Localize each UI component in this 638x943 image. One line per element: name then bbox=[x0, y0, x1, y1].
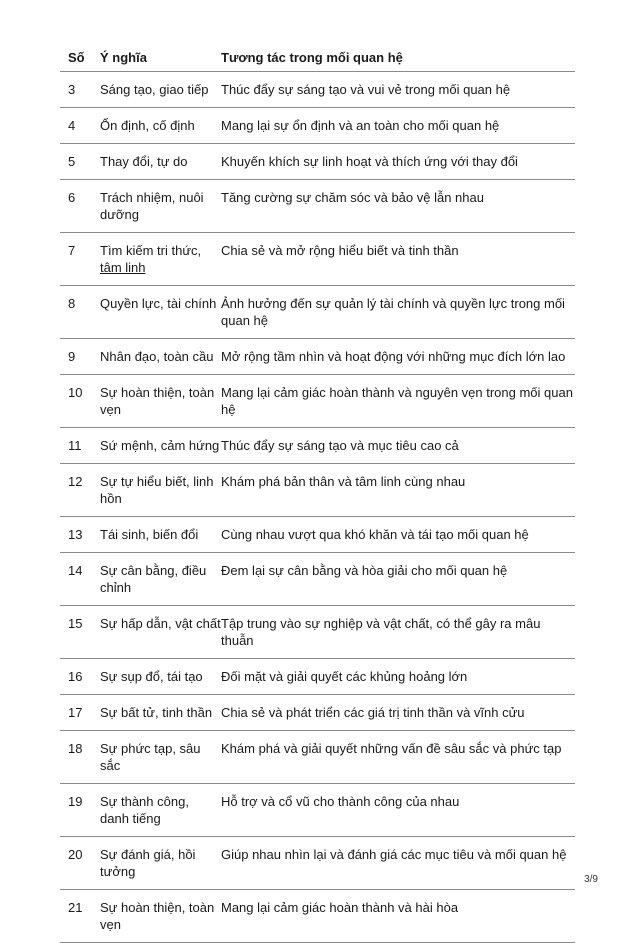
row-meaning: Sự cân bằng, điều chỉnh bbox=[100, 552, 221, 605]
row-interaction: Cùng nhau vượt qua khó khăn và tái tạo mối quan hệ bbox=[221, 516, 575, 552]
row-meaning: Tìm kiếm tri thức, tâm linh bbox=[100, 232, 221, 285]
table-row bbox=[60, 143, 575, 179]
table-row bbox=[60, 730, 575, 783]
table-row bbox=[60, 836, 575, 889]
table-row bbox=[60, 427, 575, 463]
row-number: 17 bbox=[60, 694, 100, 730]
row-meaning: Nhân đạo, toàn cầu bbox=[100, 338, 221, 374]
row-interaction: Mang lại cảm giác hoàn thành và hài hòa bbox=[221, 889, 575, 942]
row-interaction: Thúc đẩy sự sáng tạo và vui vẻ trong mối quan hệ bbox=[221, 71, 575, 107]
row-meaning: Quyền lực, tài chính bbox=[100, 285, 221, 338]
row-interaction: Chia sẻ và mở rộng hiểu biết và tinh thần bbox=[221, 232, 575, 285]
row-meaning: Sự hấp dẫn, vật chất bbox=[100, 605, 221, 658]
row-meaning: Sự đánh giá, hồi tưởng bbox=[100, 836, 221, 889]
row-number: 21 bbox=[60, 889, 100, 942]
header-interaction: Tương tác trong mối quan hệ bbox=[221, 41, 575, 71]
row-interaction: Chia sẻ và phát triển các giá trị tinh thần và vĩnh cửu bbox=[221, 694, 575, 730]
row-number: 20 bbox=[60, 836, 100, 889]
table-row bbox=[60, 605, 575, 658]
row-interaction: Giúp nhau nhìn lại và đánh giá các mục tiêu và mối quan hệ bbox=[221, 836, 575, 889]
row-interaction: Đối mặt và giải quyết các khủng hoảng lớn bbox=[221, 658, 575, 694]
row-interaction: Khuyến khích sự linh hoạt và thích ứng với thay đổi bbox=[221, 143, 575, 179]
row-number: 18 bbox=[60, 730, 100, 783]
table-row bbox=[60, 232, 575, 285]
row-interaction: Mở rộng tầm nhìn và hoạt động với những mục đích lớn lao bbox=[221, 338, 575, 374]
row-meaning: Trách nhiệm, nuôi dưỡng bbox=[100, 179, 221, 232]
table-row bbox=[60, 694, 575, 730]
row-number: 6 bbox=[60, 179, 100, 232]
row-interaction: Tập trung vào sự nghiệp và vật chất, có thể gây ra mâu thuẫn bbox=[221, 605, 575, 658]
table-row bbox=[60, 71, 575, 107]
row-interaction: Ảnh hưởng đến sự quản lý tài chính và quyền lực trong mối quan hệ bbox=[221, 285, 575, 338]
row-meaning: Sự hoàn thiện, toàn vẹn bbox=[100, 889, 221, 942]
table-row bbox=[60, 658, 575, 694]
row-meaning: Thay đổi, tự do bbox=[100, 143, 221, 179]
row-interaction: Hỗ trợ và cổ vũ cho thành công của nhau bbox=[221, 783, 575, 836]
row-number: 12 bbox=[60, 463, 100, 516]
row-meaning: Tái sinh, biến đổi bbox=[100, 516, 221, 552]
row-number: 9 bbox=[60, 338, 100, 374]
row-interaction: Tăng cường sự chăm sóc và bảo vệ lẫn nhau bbox=[221, 179, 575, 232]
table-row bbox=[60, 516, 575, 552]
table-header-row bbox=[60, 41, 575, 71]
table-row bbox=[60, 889, 575, 942]
row-number: 3 bbox=[60, 71, 100, 107]
table-row bbox=[60, 338, 575, 374]
row-interaction: Khám phá bản thân và tâm linh cùng nhau bbox=[221, 463, 575, 516]
table-row bbox=[60, 107, 575, 143]
row-meaning: Sự hoàn thiện, toàn vẹn bbox=[100, 374, 221, 427]
row-interaction: Mang lại sự ổn định và an toàn cho mối quan hệ bbox=[221, 107, 575, 143]
row-meaning: Sự phức tạp, sâu sắc bbox=[100, 730, 221, 783]
page-number: 3/9 bbox=[584, 874, 598, 885]
table-row bbox=[60, 285, 575, 338]
row-number: 19 bbox=[60, 783, 100, 836]
row-meaning: Sự thành công, danh tiếng bbox=[100, 783, 221, 836]
row-number: 5 bbox=[60, 143, 100, 179]
header-meaning: Ý nghĩa bbox=[100, 41, 221, 71]
table-row bbox=[60, 179, 575, 232]
table-row bbox=[60, 783, 575, 836]
row-number: 16 bbox=[60, 658, 100, 694]
row-interaction: Đem lại sự cân bằng và hòa giải cho mối quan hệ bbox=[221, 552, 575, 605]
row-number: 10 bbox=[60, 374, 100, 427]
row-number: 8 bbox=[60, 285, 100, 338]
table-row bbox=[60, 552, 575, 605]
row-meaning: Ổn định, cố định bbox=[100, 107, 221, 143]
row-meaning: Sự sụp đổ, tái tạo bbox=[100, 658, 221, 694]
numerology-table bbox=[60, 41, 575, 943]
table-row bbox=[60, 463, 575, 516]
row-interaction: Khám phá và giải quyết những vấn đề sâu sắc và phức tạp bbox=[221, 730, 575, 783]
header-number: Số bbox=[60, 41, 100, 71]
row-meaning: Sự tự hiểu biết, linh hồn bbox=[100, 463, 221, 516]
row-number: 11 bbox=[60, 427, 100, 463]
row-number: 15 bbox=[60, 605, 100, 658]
row-meaning: Sáng tạo, giao tiếp bbox=[100, 71, 221, 107]
row-interaction: Mang lại cảm giác hoàn thành và nguyên vẹn trong mối quan hệ bbox=[221, 374, 575, 427]
row-interaction: Thúc đẩy sự sáng tạo và mục tiêu cao cả bbox=[221, 427, 575, 463]
row-meaning: Sứ mệnh, cảm hứng bbox=[100, 427, 221, 463]
row-number: 14 bbox=[60, 552, 100, 605]
table-row bbox=[60, 374, 575, 427]
row-number: 4 bbox=[60, 107, 100, 143]
row-number: 13 bbox=[60, 516, 100, 552]
row-number: 7 bbox=[60, 232, 100, 285]
row-meaning: Sự bất tử, tinh thần bbox=[100, 694, 221, 730]
